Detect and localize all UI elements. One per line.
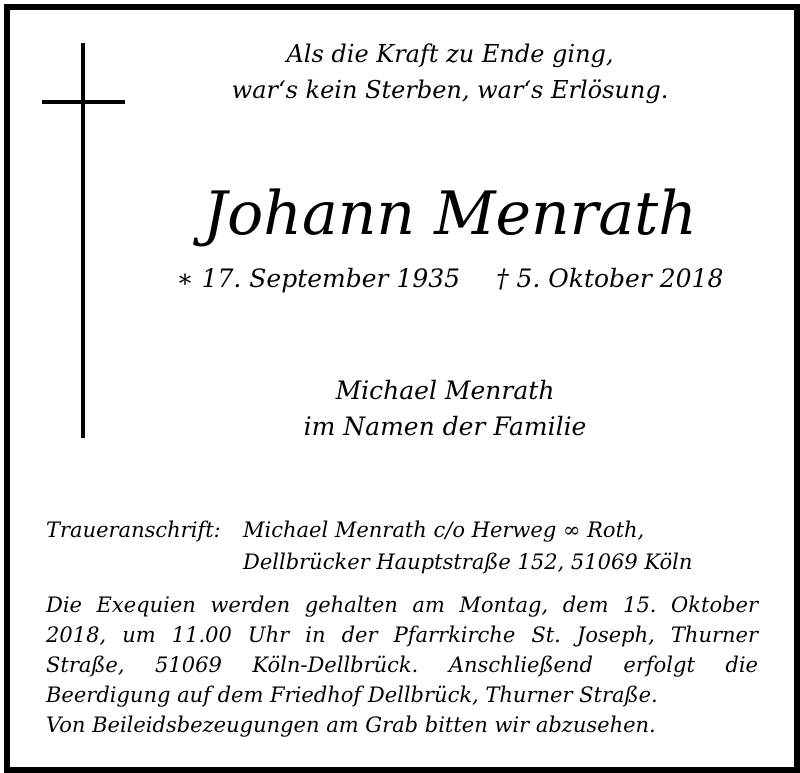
mourner-name: Michael Menrath	[335, 376, 555, 405]
deceased-name: Johann Menrath	[203, 179, 697, 249]
address-label: Traueranschrift:	[46, 518, 221, 542]
death-date: † 5. Oktober 2018	[496, 264, 724, 293]
motto-line-1: Als die Kraft zu Ende ging,	[286, 40, 614, 68]
birth-date: ∗ 17. September 1935	[176, 264, 461, 293]
life-dates	[160, 262, 740, 296]
address-line-2: Dellbrücker Hauptstraße 152, 51069 Köln	[243, 550, 693, 574]
mourners	[200, 373, 690, 445]
mourning-address	[46, 514, 766, 578]
cross-horizontal-bar	[42, 100, 125, 104]
funeral-details: Die Exequien werden gehalten am Montag, dem 15. Oktober 2018, um 11.00 Uhr in der Pfarrkirche St. Joseph, Thurner Straße, 51069 Köln-Dellbrück. Anschließend erfolgt die Beerdigung auf dem Friedhof Dellbrück, Thurner Straße.	[46, 593, 758, 707]
mourner-family: im Namen der Familie	[303, 412, 587, 441]
address-line-1: Michael Menrath c/o Herweg ∞ Roth,	[243, 518, 645, 542]
condolence-request: Von Beileidsbezeugungen am Grab bitten wir abzusehen.	[46, 713, 656, 737]
funeral-notice	[46, 590, 758, 740]
motto-line-2: war‘s kein Sterben, war‘s Erlösung.	[231, 76, 669, 104]
motto	[180, 36, 720, 108]
